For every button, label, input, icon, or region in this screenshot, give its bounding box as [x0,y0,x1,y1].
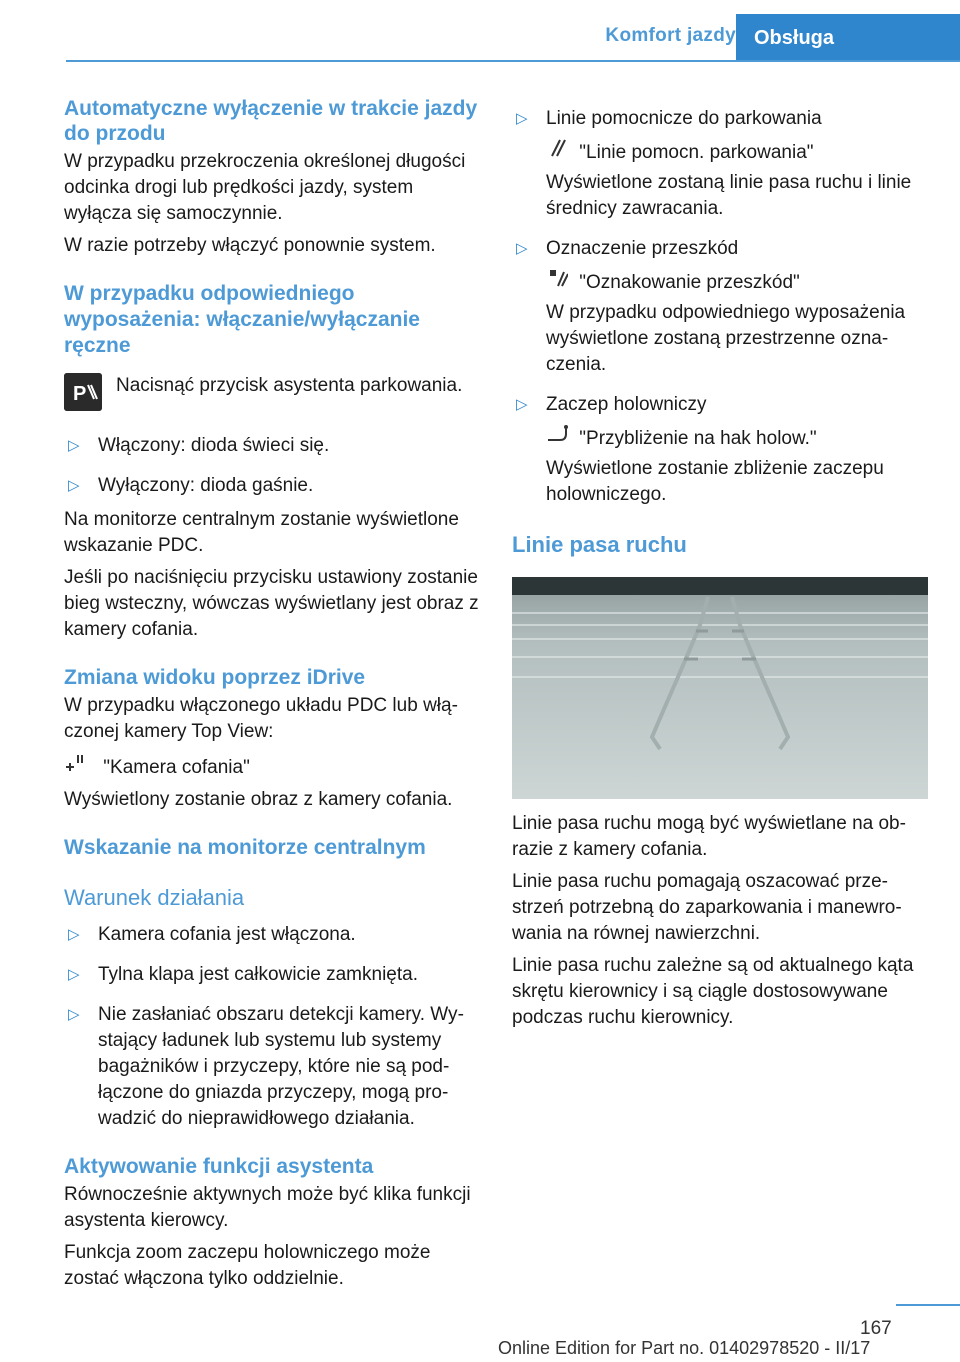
header-section-komfort: Komfort jazdy [605,25,736,46]
menu-entry-label: "Oznakowanie przeszkód" [579,272,800,293]
button-instruction-text: Nacisnąć przycisk asystenta parkowania. [116,375,463,396]
left-column [64,96,484,1292]
paragraph: Równocześnie aktywnych może być klika funkcji asystenta kierowcy. [64,1184,471,1231]
page-number: 167 [860,1318,892,1339]
header-section-obsluga: Obsługa [736,14,960,60]
bullet-triangle-icon: ▷ [516,396,528,413]
heading-lane-lines: Linie pasa ruchu [512,532,687,557]
option-title: Zaczep holowniczy [546,394,707,415]
bullet-triangle-icon: ▷ [68,926,80,943]
paragraph: W razie potrzeby włączyć ponownie system. [64,235,436,256]
heading-activate-assistant: Aktywowanie funkcji asystenta [64,1155,374,1178]
paragraph: W przypadku przekroczenia określonej długości odcinka drogi lub prędkości jazdy, system wyłącza się samoczynnie. [64,151,466,224]
edition-note: Online Edition for Part no. 01402978520 - II/17 [498,1338,871,1358]
menu-entry [546,138,930,166]
menu-entry-label: "Linie pomocn. parkowania" [579,142,814,163]
bullet-triangle-icon: ▷ [68,437,80,454]
paragraph: Linie pasa ruchu zależne są od aktualnego kąta skrętu kierownicy i są ciągle dostosowywane podczas ruchu kierownicy. [512,955,914,1028]
heading-idrive: Zmiana widoku poprzez iDrive [64,666,366,689]
header-rule [66,60,960,62]
list-item: ▷ Wyłączony: dioda gaśnie. [64,473,484,499]
menu-entry-camera-label: "Kamera cofania" [103,757,250,778]
bullet-triangle-icon: ▷ [516,240,528,257]
heading-auto-off: Automatyczne wyłączenie w trakcie jazdy do przodu [64,97,478,145]
parking-lines-icon [546,138,570,166]
lane-lines-camera-image [512,577,928,799]
list-item [512,236,930,378]
bullet-triangle-icon: ▷ [68,966,80,983]
button-instruction [64,373,484,411]
list-item: ▷ Nie zasłaniać obszaru detekcji kamery. Wystający ładunek lub systemu lub systemy bagażników i przyczepy, które nie są podłączone do gniazda przyczepy, mogą prowadzić do nieprawidłowego działania. [68,1004,464,1129]
option-description: Wyświetlone zostanie zbliżenie zaczepu holowniczego. [546,458,884,505]
heading-condition: Warunek działania [64,885,245,910]
page-header [0,0,960,62]
paragraph: Linie pasa ruchu mogą być wyświetlane na obrazie z kamery cofania. [512,813,906,860]
menu-entry-camera [64,751,484,781]
bullet-triangle-icon: ▷ [516,110,528,127]
option-description: W przypadku odpowiedniego wyposażenia wyświetlone zostaną przestrzenne oznaczenia. [546,302,906,375]
paragraph: Wyświetlony zostanie obraz z kamery cofania. [64,789,453,810]
list-item [512,392,930,508]
bullet-triangle-icon: ▷ [68,477,80,494]
paragraph: Linie pasa ruchu pomagają oszacować przestrzeń potrzebną do zaparkowania i manewrowania na równej nawierzchni. [512,871,902,944]
list-item [512,106,930,222]
paragraph: W przypadku włączonego układu PDC lub włączonej kamery Top View: [64,695,458,742]
footer-rule [896,1304,960,1306]
menu-entry-label: "Przybliżenie na hak holow." [579,428,817,449]
paragraph: Funkcja zoom zaczepu holowniczego może zostać włączona tylko oddzielnie. [64,1242,431,1289]
park-assist-button-icon [64,373,102,411]
park-button-letter: P [73,383,87,405]
option-title: Linie pomocnicze do parkowania [546,108,822,129]
rear-camera-icon [64,751,88,781]
list-item: ▷ Włączony: dioda świeci się. [64,433,484,459]
heading-manual-switch: W przypadku odpowiedniego wyposażenia: włączanie/wyłączanie ręczne [64,282,420,357]
heading-central-monitor: Wskazanie na monitorze centralnym [64,836,426,859]
trailer-hitch-icon [546,424,570,452]
list-item: ▷ Kamera cofania jest włączona. [64,922,484,948]
right-column [512,96,930,1031]
menu-entry [546,268,930,296]
menu-entry [546,424,930,452]
option-description: Wyświetlone zostaną linie pasa ruchu i linie średnicy zawracania. [546,172,912,219]
obstacle-marking-icon [546,268,570,296]
paragraph: Jeśli po naciśnięciu przycisku ustawiony zostanie bieg wsteczny, wówczas wyświetlany jest obraz z kamery cofania. [64,567,479,640]
paragraph: Na monitorze centralnym zostanie wyświetlone wskazanie PDC. [64,509,459,556]
bullet-triangle-icon: ▷ [68,1006,80,1023]
list-item: ▷ Tylna klapa jest całkowicie zamknięta. [64,962,484,988]
option-title: Oznaczenie przeszkód [546,238,739,259]
